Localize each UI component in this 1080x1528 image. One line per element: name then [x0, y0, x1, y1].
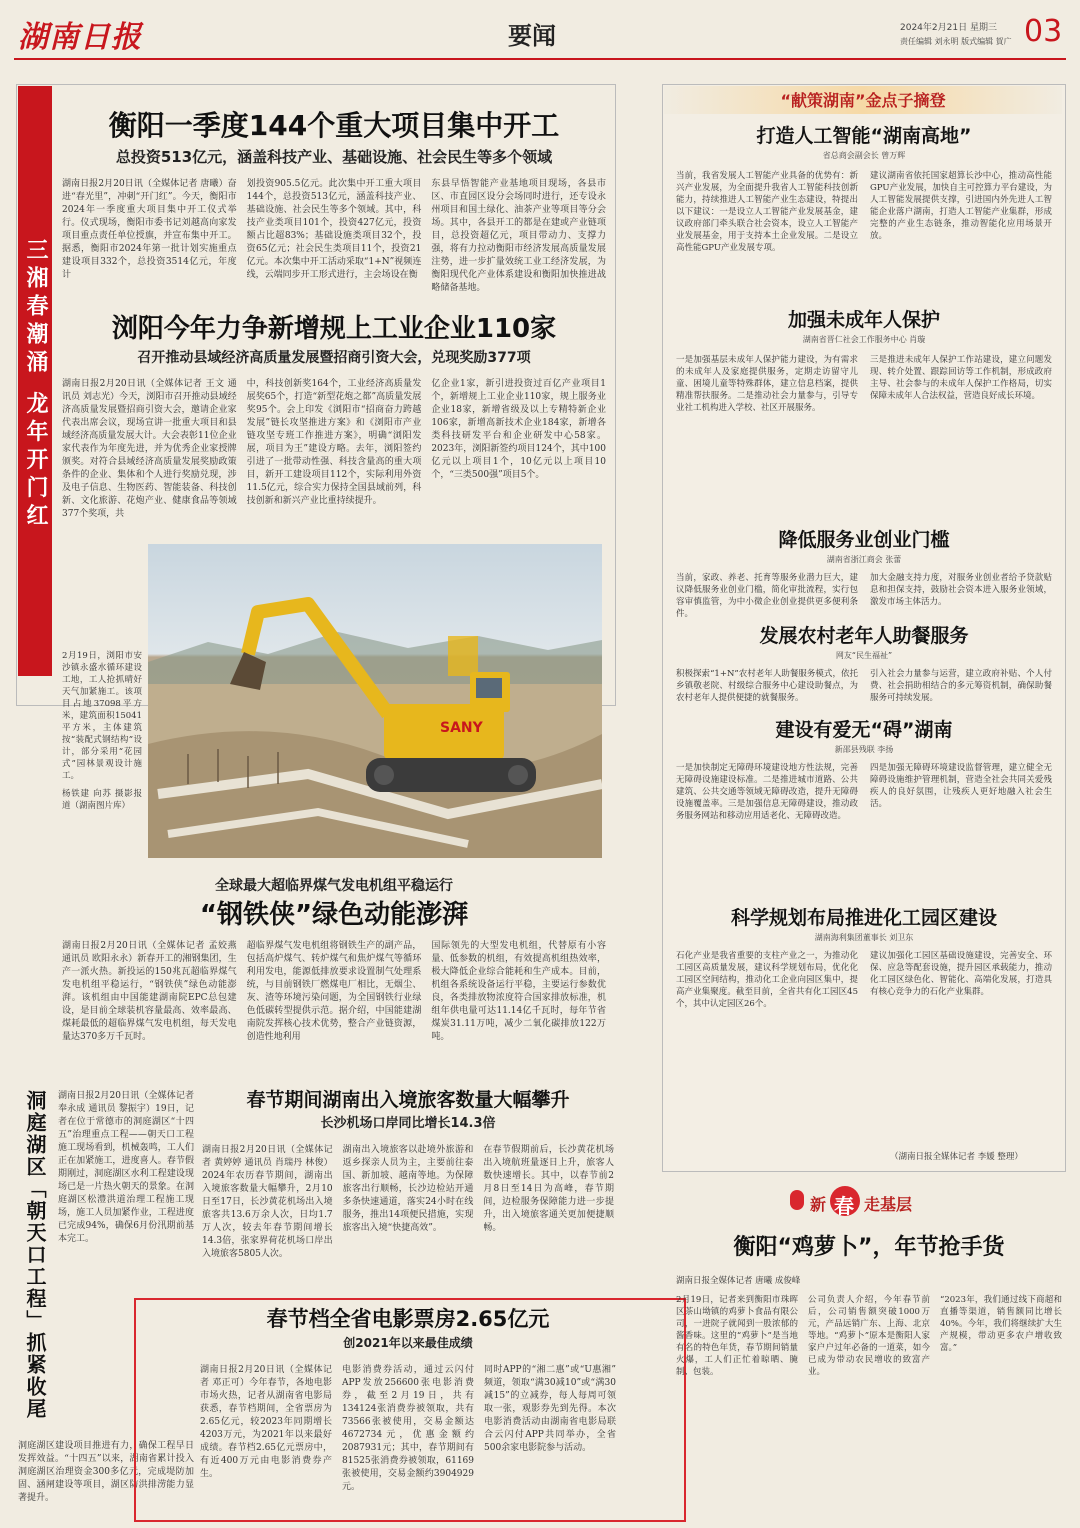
- proposal-body-col: 建议湖南省依托国家超算长沙中心，推动高性能GPU产业发展，加快自主可控算力平台建设，为人工智能发展提供支撑，引进国内外先进人工智能企业落户湖南，打造人工智能产业集群，形成完整的产业生态链条，推动智能化应用场景开放。: [870, 171, 1052, 241]
- proposal-body-col: 引入社会力量参与运营，建立政府补贴、个人付费、社会捐助相结合的多元筹资机制，确保助餐服务可持续发展。: [870, 669, 1052, 703]
- side-label-bottom: 洞庭湖区「朝天口工程」抓紧收尾: [23, 1090, 47, 1420]
- proposal-title: 科学规划布局推进化工园区建设: [730, 907, 997, 929]
- right-panel-credit: （湖南日报全媒体记者 李媛 整理）: [890, 1152, 1023, 1162]
- proposal-body-col: 建议加强化工园区基础设施建设，完善安全、环保、应急等配套设施，提升园区承载能力，推动化工园区绿色化、智能化、高端化发展，打造具有核心竞争力的石化产业集群。: [870, 951, 1052, 997]
- badge-word-spring: 春: [834, 1194, 854, 1218]
- badge-word-new: 新: [810, 1195, 827, 1214]
- construction-photo: [148, 544, 602, 858]
- newspaper-logo: 湖南日报: [18, 20, 142, 55]
- article-subtitle: 创2021年以来最佳成绩: [343, 1336, 473, 1350]
- article-title: 春节档全省电影票房2.65亿元: [266, 1307, 550, 1331]
- caption-text: 2月19日，浏阳市安沙镇永盛水循环建设工地，工人抢抓晴好天气加紧施工。该项目占地37098平方米，建筑面积15041平方米，主体建筑按“装配式钢结构”设计，部分采用“花园式”园林景观设计施工。: [62, 651, 142, 781]
- article-chicken-radish: [676, 1232, 1062, 1378]
- article-kicker: 全球最大超临界煤气发电机组平稳运行: [215, 878, 453, 894]
- proposal-body-col: 当前，我省发展人工智能产业具备的优势有：新兴产业发展，为全面提升我省人工智能科技创新能力，持续推进人工智能产业生态建设，特提出以下建议：一是设立人工智能产业发展基金，建议政府部门牵头联合社会资本，设立人工智能产业发展基金，用于支持本土企业发展。二是设立高性能GPU产业发展专项。: [676, 171, 858, 253]
- proposal-title: 加强未成年人保护: [787, 309, 940, 331]
- article-body: 洞庭湖区建设项目推进有力，确保工程早日发挥效益。“十四五”以来，湖南省累计投入洞庭湖区治理资金300多亿元，完成堤防加固、涵闸建设等项目，湖区防洪排涝能力显著提升。: [18, 1441, 194, 1503]
- proposal-body-col: 石化产业是我省重要的支柱产业之一，为推动化工园区高质量发展，建议科学规划布局，优化化工园区空间结构，推动化工企业向园区集中，提高产业集聚度。截至目前，全省共有化工园区45个，其中认定园区26个。: [676, 951, 858, 1009]
- proposal-body-col: 积极探索“1+N”农村老年人助餐服务模式，依托乡镇敬老院、村级综合服务中心建设助餐点，为农村老年人提供便捷的就餐服务。: [676, 669, 858, 703]
- proposal-item: [676, 306, 1052, 526]
- article-subtitle: 长沙机场口岸同比增长14.3倍: [320, 1116, 496, 1131]
- article-body-col: 同时APP的“湘二惠”或“U惠湘” 频道，领取“满30减10”或“满30减15”的立减券，每人每周可领取一张，观影券先到先得。本次电影消费活动由湖南省电影局联合云闪付APP共同举办，全省500余家电影院参与活动。: [484, 1365, 616, 1453]
- proposal-byline: 省总商会副会长 曾万辉: [822, 151, 906, 160]
- proposal-byline: 湖南省晋仁社会工作服务中心 肖璇: [802, 335, 926, 344]
- article-body-col: 超临界煤气发电机组将钢铁生产的副产品，包括高炉煤气、转炉煤气和焦炉煤气等循环利用发电，能源低排放要求设置制气处理系统，与目前钢铁厂燃煤电厂相比，无烟尘、灰、渣等环境污染问题，为全国钢铁行业绿色低碳转型提供示范。据介绍，中国能建湖南院发挥核心技术优势，整合产业链资源，创造性地利用: [246, 941, 422, 1042]
- article-body-col: 湖南日报2月20日讯（全媒体记者 邓正可）今年春节，各地电影市场火热，记者从湖南省电影局获悉，春节档期间，全省票房为2.65亿元，较2023年同期增长4203万元，为2021年以来最好成绩。春节档2.65亿元票房中，有近400万元由电影消费券产生。: [200, 1365, 332, 1479]
- proposal-title: 打造人工智能“湖南高地”: [756, 125, 972, 147]
- proposal-byline: 网友“民生福祉”: [835, 651, 893, 660]
- article-body-col: 东县早悟智能产业基地项目现场，各县市区、市直园区设分会场同时进行，还专设永州项目和国土绿化、油茶产业等项目等分会场。其中，各县开工的都是在建或产业链项目，总投资超亿元，项目带动力、支撑力强，将有力拉动衡阳市经济发展高质量发展注势，进一步扩量效统工业工经济发展，为衡阳现代化产业体系建设和衡阳加快推进战略储备基地。: [431, 179, 606, 293]
- proposal-body-col: 三是推进未成年人保护工作站建设，建立问题发现、转介处置、跟踪回访等工作机制，形成政府主导、社会参与的未成年人保护工作格局，切实保障未成年人合法权益，营造良好成长环境。: [870, 355, 1052, 401]
- article-body-col: 湖南日报2月20日讯（全媒体记者 王文 通讯员 刘志光）今天，浏阳市召开推动县域经济高质量发展暨招商引资大会，邀请企业家代表出席会议，现场宣讲一批重大项目和县域经济高质量发展大计。大会表彰11位企业家代表作为年度先进，并为优秀企业家授牌颁奖。对符合县域经济高质量发展奖励政策条件的企业、集体和个人进行奖励兑现，涉及电子信息、生物医药、智能装备、科技创新、文化旅游、花炮产业、健康食品等领域377个奖项，共: [62, 379, 237, 519]
- article-body-col: 亿企业1家，新引进投资过百亿产业项目1个，新增规上工业企业110家，规上服务业企业18家，新增省级及以上专精特新企业106家，新增高新技术企业184家，新增各类科技研发平台和企业研发中心58家。2023年，浏阳新签约项目124个，其中100亿元以上项目1个，10亿元以上项目10个，“三类500强”项目5个。: [431, 379, 606, 480]
- article-body-col: 湖南日报2月20日讯（全媒体记者 唐曦）奋进“春光里”，冲刺“开门红”。今天，衡阳市2024年一季度重大项目集中开工仪式举行。仪式现场，衡阳市委书记刘越高向家发项目重点责任单位授旗，并宣布集中开工。据悉，衡阳市2024年第一批计划实施重点建设项目332个，总投资3514亿元，年度计: [62, 179, 237, 280]
- masthead-rule: [14, 58, 1066, 60]
- article-byline: 湖南日报全媒体记者 唐曦 成俊峰: [676, 1276, 801, 1286]
- lantern-icon: [790, 1190, 804, 1210]
- section-title: 要闻: [508, 22, 556, 50]
- proposal-body-col: 当前，家政、养老、托育等服务业潜力巨大，建议降低服务业创业门槛，简化审批流程，实行包容审慎监管，为中小微企业创业提供更多便利条件。: [676, 573, 858, 619]
- proposal-item: [676, 622, 1052, 716]
- article-subtitle: 总投资513亿元，涵盖科技产业、基础设施、社会民生等多个领域: [115, 148, 553, 166]
- proposal-byline: 湖南省浙江商会 张蕾: [826, 555, 902, 564]
- issue-date: 2024年2月21日 星期三: [900, 23, 997, 33]
- excavator-brand: SANY: [440, 720, 483, 736]
- article-title: 衡阳“鸡萝卜”，年节抢手货: [733, 1235, 1005, 1260]
- article-subtitle: 召开推动县域经济高质量发展暨招商引资大会，兑现奖励377项: [137, 350, 531, 366]
- article-body-col: 公司负责人介绍，今年春节前后，公司销售额突破1000万元，产品远销广东、上海、北京等地。“鸡萝卜”原本是衡阳人家家户户过年必备的一道菜，如今已成为带动农民增收的致富产业。: [808, 1295, 930, 1377]
- proposal-body-col: 加大金融支持力度，对服务业创业者给予贷款贴息和担保支持，鼓励社会资本进入服务业领域，激发市场主体活力。: [870, 573, 1052, 607]
- photo-caption: [62, 650, 142, 812]
- caption-credit: 杨铁建 向苏 摄影报道（湖南图片库）: [62, 789, 142, 811]
- article-title: 衡阳一季度144个重大项目集中开工: [108, 109, 560, 142]
- masthead: [0, 0, 1080, 62]
- proposal-body-col: 一是加强基层未成年人保护能力建设，为有需求的未成年人及家庭提供服务，定期走访留守儿童、困境儿童等特殊群体，建立信息档案，提供精准帮扶服务。二是推动社会力量参与，引导专业社工机构进入学校、社区开展服务。: [676, 355, 858, 413]
- article-steel-power: [62, 876, 606, 1044]
- article-body-col: 国际领先的大型发电机组，代替原有小容量、低参数的机组，有效提高机组热效率，极大降低企业综合能耗和生产成本。目前，机组各系统设备运行平稳，主要运行参数优良，各类排放物浓度符合国家排放标准，机组年供电量可达11.14亿千瓦时，每年节省煤炭31.11万吨，减少二氧化碳排放122万吨。: [431, 941, 606, 1042]
- article-title: 浏阳今年力争新增规上工业企业110家: [111, 314, 557, 344]
- article-body-col: 电影消费券活动，通过云闪付APP发放256600张电影消费券，截至2月19日，共有134124张消费券被领取，共有73566张被使用，交易金额达4672734元，优惠金额约2087931元；其中，春节期间有81525张消费券被领取，61169张被使用，交易金额约3904929元。: [342, 1365, 474, 1492]
- proposal-item: [676, 716, 1052, 904]
- article-body-col: 划投资905.5亿元。此次集中开工重大项目144个，总投资513亿元，涵盖科技产业、基础设施、社会民生等多个领域。其中，科技产业类项目101个，投资427亿元，投资额占比超83%；基础设施类项目32个，投资65亿元；社会民生类项目11个，投资21亿元。本次集中开工活动采取“1+N”视频连线，云端同步开工形式进行，主会场设在衡: [246, 179, 422, 280]
- proposal-byline: 新邵县残联 李扬: [834, 745, 894, 754]
- article-liuyang-enterprises: [62, 310, 606, 521]
- article-title: 春节期间湖南出入境旅客数量大幅攀升: [246, 1089, 570, 1111]
- article-body-col: 在春节假期前后，长沙黄花机场出入境航班量逐日上升，旅客人数快速增长。其中，以春节前2月8日至14日为高峰，春节期间，边检服务保障能力进一步提升，出入境旅客通关更加便捷顺畅。: [483, 1145, 614, 1233]
- article-body-col: “2023年，我们通过线下商超和直播等渠道，销售额同比增长40%。今年，我们将继续扩大生产规模，带动更多农户增收致富。”: [940, 1295, 1062, 1353]
- proposal-body-col: 四是加强无障碍环境建设监督管理，建立健全无障碍设施维护管理机制，营造全社会共同关爱残疾人的良好氛围，让残疾人更好地融入社会生活。: [870, 763, 1052, 809]
- page-number: 03: [1024, 14, 1063, 49]
- right-panel-banner-text: “献策湖南”金点子摘登: [780, 91, 946, 110]
- article-body-col: 湖南日报2月20日讯（全媒体记者 黄婷婷 通讯员 肖瑞丹 林俊）2024年农历春节期间，湖南出入境旅客数量大幅攀升，2月10日至17日，长沙黄花机场出入境旅客共13.6万余人次，日均1.7万人次，较去年春节期间增长14.3倍，张家界荷花机场口岸出入境旅客5805人次。: [202, 1145, 333, 1259]
- badge-word-grassroots: 走基层: [864, 1195, 913, 1214]
- proposal-item: [676, 122, 1052, 306]
- article-body: 湖南日报2月20日讯（全媒体记者 奉永成 通讯员 黎振宇）19日，记者在位于常德市的洞庭湖区“十四五”治理重点工程——朝天口工程施工现场看到，机械轰鸣，工人们正在加紧施工，进度喜人。春节假期刚过，洞庭湖区水利工程建设现场已是一片热火朝天的景象。在洞庭湖区松澧洪道治理工程施工现场，施工人员加紧作业，工程进度已完成94%，确保6月份汛期前基本完工。: [58, 1091, 194, 1244]
- proposal-title: 发展农村老年人助餐服务: [759, 625, 969, 647]
- proposal-title: 降低服务业创业门槛: [778, 529, 950, 551]
- proposal-body-col: 一是加快制定无障碍环境建设地方性法规，完善无障碍设施建设标准。二是推进城市道路、公共建筑、公共交通等领域无障碍改造，提升无障碍设施覆盖率。三是加强信息无障碍建设，推动政务服务网站和移动应用适老化、无障碍改造。: [676, 763, 858, 821]
- article-body-col: 中，科技创新奖164个，工业经济高质量发展奖65个，打造“新型花炮之都”高质量发展奖95个。会上印发《浏阳市“招商奋力跨越发展”链长攻坚推进方案》和《浏阳市产业链攻坚专班工作推进方案》，明确“浏阳发展，项目为王”建设方略。去年，浏阳签约引进了一批带动性强、科技含量高的重大项目，新开工建设项目112个，实际利用外资11.5亿元，综合实力保持全国县域前列，科技创新和新兴产业比重持续提升。: [246, 379, 422, 506]
- article-dongting: [58, 1090, 194, 1246]
- article-body-col: 湖南出入境旅客以赴境外旅游和返乡探亲人员为主，主要前往泰国、新加坡、越南等地。为保障旅客出行顺畅，长沙边检站开通多条快速通道，落实24小时在线服务，推出14项便民措施，实现旅客出入境“快捷高效”。: [342, 1145, 474, 1233]
- article-title: “钢铁侠”绿色动能澎湃: [199, 900, 469, 930]
- article-body-col: 湖南日报2月20日讯（全媒体记者 孟姣燕 通讯员 欧阳永永）新春开工的湘钢集团，生产一派火热。新投运的150兆瓦超临界煤气发电机组平稳运行，“钢铁侠”绿色动能澎湃。该机组由中国能建湖南院EPC总包建设，是目前全球装机容量最高、效率最高、煤耗最低的超临界煤气发电机组，每天发电量达370多万千瓦时。: [62, 941, 237, 1042]
- side-label-top: 三湘春潮涌 龙年开门红: [23, 238, 48, 532]
- proposal-item: [676, 904, 1052, 1116]
- article-body-col: 2月19日，记者来到衡阳市珠晖区茶山坳镇的鸡萝卜食品有限公司，一进院子就闻到一股浓郁的酱香味。这里的“鸡萝卜”是当地有名的特色年货，春节期间销量火爆，工人们正忙着晾晒、腌制、包装。: [676, 1295, 798, 1377]
- article-box-office: [200, 1304, 616, 1494]
- proposal-title: 建设有爱无“碍”湖南: [775, 719, 953, 741]
- proposal-item: [676, 526, 1052, 622]
- right-panel-items: [676, 122, 1052, 1116]
- issue-editors: 责任编辑 刘永明 版式编辑 賀广: [900, 37, 1012, 46]
- article-hengyang-projects: [62, 106, 606, 295]
- proposal-byline: 湖南海利集团董事长 刘卫东: [814, 933, 914, 942]
- article-border-crossings: [202, 1086, 614, 1261]
- grassroots-badge: [790, 1186, 940, 1220]
